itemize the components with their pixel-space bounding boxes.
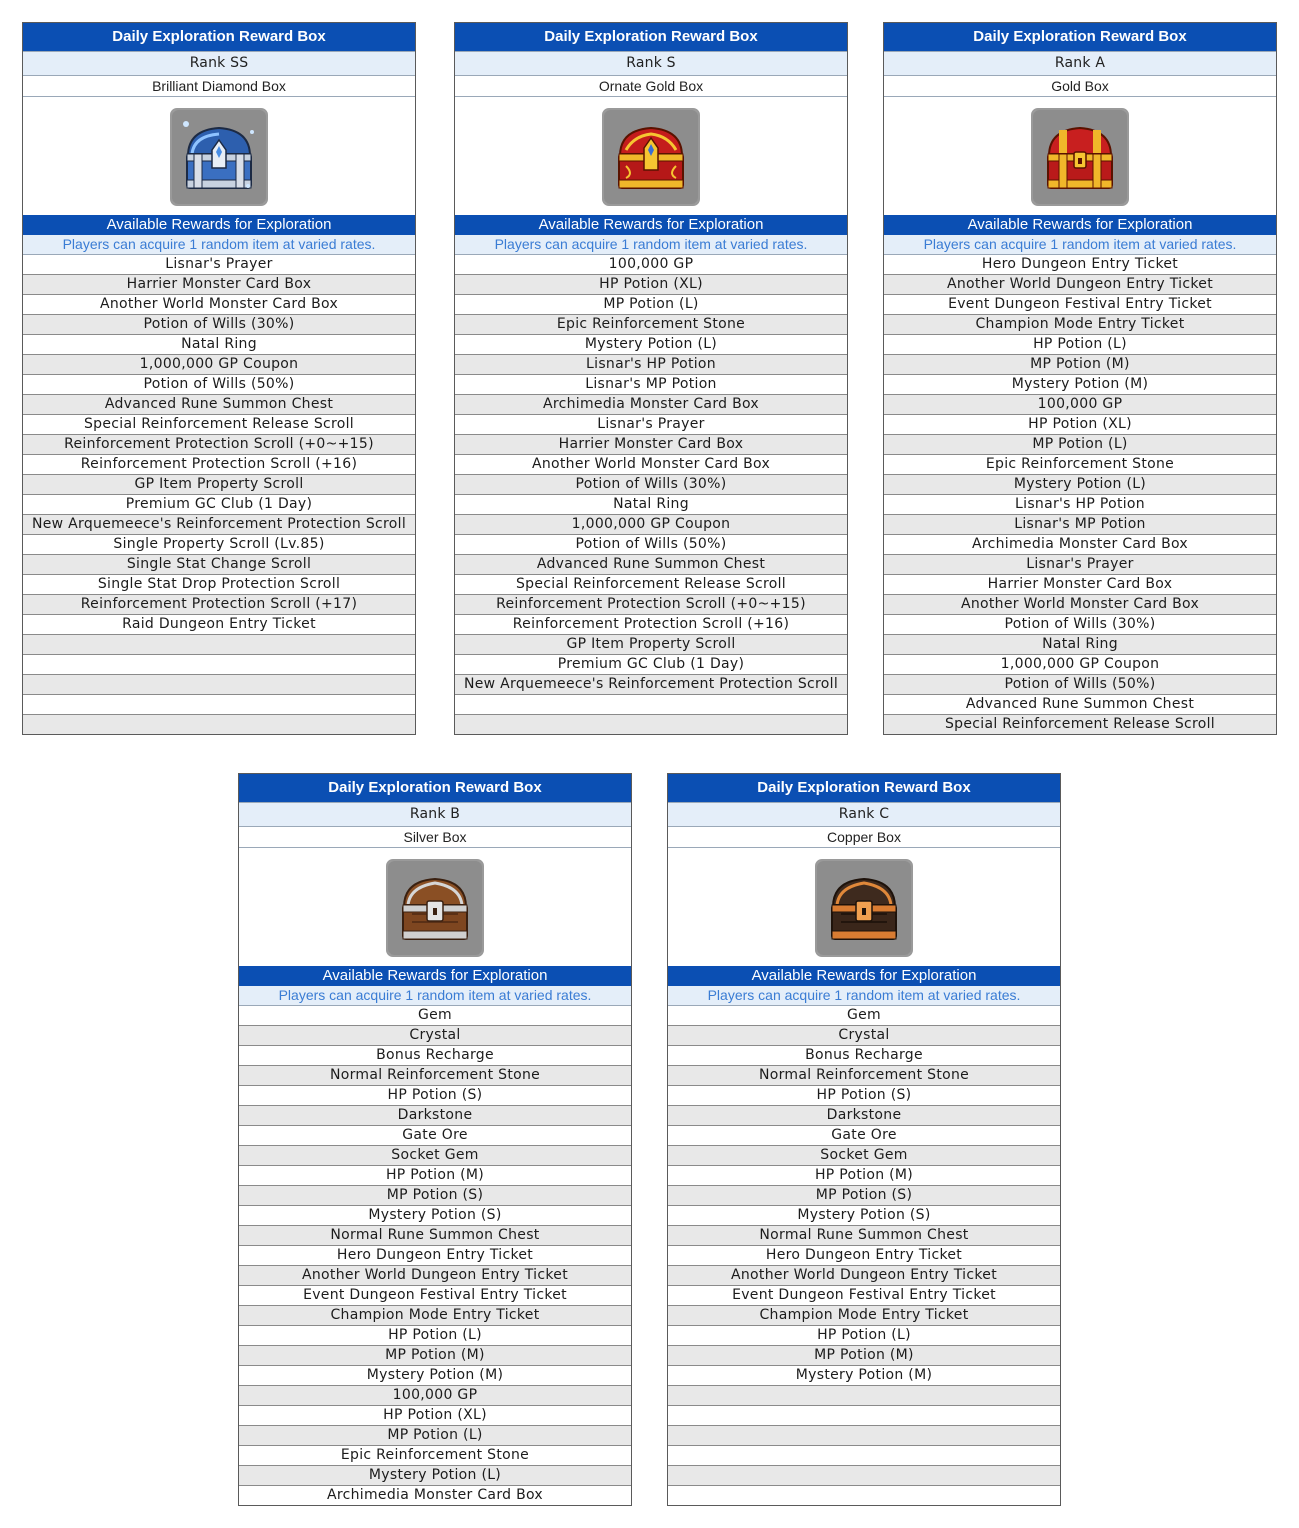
reward-item: Potion of Wills (30%) <box>884 615 1276 635</box>
reward-item: MP Potion (L) <box>239 1426 631 1446</box>
rewards-heading: Available Rewards for Exploration <box>668 966 1060 986</box>
reward-list <box>884 255 1276 734</box>
reward-item: Mystery Potion (M) <box>668 1366 1060 1386</box>
reward-item: Advanced Rune Summon Chest <box>884 695 1276 715</box>
rewards-note: Players can acquire 1 random item at varied rates. <box>884 235 1276 255</box>
card-title: Daily Exploration Reward Box <box>455 23 847 51</box>
reward-item: MP Potion (M) <box>239 1346 631 1366</box>
reward-item: Socket Gem <box>239 1146 631 1166</box>
reward-item: Harrier Monster Card Box <box>884 575 1276 595</box>
reward-card-rank-b <box>238 773 632 1506</box>
reward-item: Premium GC Club (1 Day) <box>23 495 415 515</box>
reward-item: Lisnar's HP Potion <box>455 355 847 375</box>
reward-item <box>23 635 415 655</box>
reward-item: Hero Dungeon Entry Ticket <box>239 1246 631 1266</box>
reward-item: Normal Reinforcement Stone <box>239 1066 631 1086</box>
reward-item: Premium GC Club (1 Day) <box>455 655 847 675</box>
reward-item: Archimedia Monster Card Box <box>455 395 847 415</box>
reward-list <box>239 1006 631 1505</box>
reward-item: Another World Monster Card Box <box>455 455 847 475</box>
reward-item: 100,000 GP <box>455 255 847 275</box>
reward-item: Lisnar's Prayer <box>23 255 415 275</box>
reward-item: Mystery Potion (L) <box>455 335 847 355</box>
reward-item: Reinforcement Protection Scroll (+16) <box>455 615 847 635</box>
reward-item <box>23 715 415 734</box>
reward-item: Raid Dungeon Entry Ticket <box>23 615 415 635</box>
rank-label: Rank A <box>884 51 1276 75</box>
reward-item: Another World Dungeon Entry Ticket <box>668 1266 1060 1286</box>
rewards-note: Players can acquire 1 random item at varied rates. <box>239 986 631 1006</box>
box-name: Brilliant Diamond Box <box>23 75 415 97</box>
reward-item: Single Property Scroll (Lv.85) <box>23 535 415 555</box>
reward-item: 100,000 GP <box>884 395 1276 415</box>
reward-item: GP Item Property Scroll <box>23 475 415 495</box>
reward-item: Socket Gem <box>668 1146 1060 1166</box>
reward-item: Harrier Monster Card Box <box>23 275 415 295</box>
reward-item: Lisnar's Prayer <box>455 415 847 435</box>
reward-item <box>668 1386 1060 1406</box>
reward-item: Normal Reinforcement Stone <box>668 1066 1060 1086</box>
diamond-chest-icon <box>170 108 268 206</box>
reward-item: Harrier Monster Card Box <box>455 435 847 455</box>
reward-item <box>23 675 415 695</box>
reward-item: Mystery Potion (S) <box>668 1206 1060 1226</box>
box-name: Gold Box <box>884 75 1276 97</box>
reward-item: Reinforcement Protection Scroll (+0~+15) <box>23 435 415 455</box>
reward-item: Another World Dungeon Entry Ticket <box>884 275 1276 295</box>
reward-item: Event Dungeon Festival Entry Ticket <box>239 1286 631 1306</box>
reward-item: Lisnar's MP Potion <box>455 375 847 395</box>
card-title: Daily Exploration Reward Box <box>884 23 1276 51</box>
reward-item: Epic Reinforcement Stone <box>239 1446 631 1466</box>
reward-item: Event Dungeon Festival Entry Ticket <box>884 295 1276 315</box>
reward-item: New Arquemeece's Reinforcement Protection Scroll <box>455 675 847 695</box>
reward-list <box>23 255 415 734</box>
reward-item: Gate Ore <box>668 1126 1060 1146</box>
reward-item: Single Stat Drop Protection Scroll <box>23 575 415 595</box>
rewards-note: Players can acquire 1 random item at varied rates. <box>23 235 415 255</box>
reward-item: 1,000,000 GP Coupon <box>455 515 847 535</box>
reward-item: Normal Rune Summon Chest <box>239 1226 631 1246</box>
reward-item: Hero Dungeon Entry Ticket <box>884 255 1276 275</box>
reward-item: Natal Ring <box>455 495 847 515</box>
reward-item: Lisnar's MP Potion <box>884 515 1276 535</box>
reward-item <box>668 1486 1060 1505</box>
reward-item: Gate Ore <box>239 1126 631 1146</box>
reward-item: HP Potion (XL) <box>884 415 1276 435</box>
reward-item: Natal Ring <box>884 635 1276 655</box>
reward-item <box>23 695 415 715</box>
reward-item: Advanced Rune Summon Chest <box>23 395 415 415</box>
reward-item: Single Stat Change Scroll <box>23 555 415 575</box>
rank-label: Rank B <box>239 802 631 826</box>
reward-item: Gem <box>239 1006 631 1026</box>
reward-item: Another World Monster Card Box <box>23 295 415 315</box>
reward-item: Mystery Potion (L) <box>239 1466 631 1486</box>
reward-item: Another World Dungeon Entry Ticket <box>239 1266 631 1286</box>
reward-item: Crystal <box>668 1026 1060 1046</box>
rank-label: Rank S <box>455 51 847 75</box>
rewards-note: Players can acquire 1 random item at varied rates. <box>455 235 847 255</box>
reward-item: HP Potion (M) <box>239 1166 631 1186</box>
rewards-heading: Available Rewards for Exploration <box>884 215 1276 235</box>
reward-item: Mystery Potion (L) <box>884 475 1276 495</box>
box-name: Copper Box <box>668 826 1060 848</box>
box-image-area <box>455 97 847 215</box>
reward-item <box>668 1466 1060 1486</box>
reward-item: Epic Reinforcement Stone <box>884 455 1276 475</box>
reward-item: HP Potion (S) <box>668 1086 1060 1106</box>
reward-item: Darkstone <box>239 1106 631 1126</box>
reward-item: Champion Mode Entry Ticket <box>239 1306 631 1326</box>
reward-item: Champion Mode Entry Ticket <box>668 1306 1060 1326</box>
card-title: Daily Exploration Reward Box <box>23 23 415 51</box>
reward-item: 1,000,000 GP Coupon <box>23 355 415 375</box>
box-image-area <box>23 97 415 215</box>
ornate-gold-chest-icon <box>602 108 700 206</box>
reward-item: HP Potion (XL) <box>239 1406 631 1426</box>
reward-card-rank-a <box>883 22 1277 735</box>
reward-item: Special Reinforcement Release Scroll <box>23 415 415 435</box>
reward-item: HP Potion (M) <box>668 1166 1060 1186</box>
reward-item: Special Reinforcement Release Scroll <box>455 575 847 595</box>
reward-item: Gem <box>668 1006 1060 1026</box>
box-image-area <box>668 848 1060 966</box>
reward-item: MP Potion (L) <box>455 295 847 315</box>
reward-item: HP Potion (L) <box>239 1326 631 1346</box>
reward-card-rank-ss <box>22 22 416 735</box>
reward-item: Normal Rune Summon Chest <box>668 1226 1060 1246</box>
box-image-area <box>884 97 1276 215</box>
rank-label: Rank SS <box>23 51 415 75</box>
reward-item: Bonus Recharge <box>239 1046 631 1066</box>
reward-item: Special Reinforcement Release Scroll <box>884 715 1276 734</box>
reward-item: Advanced Rune Summon Chest <box>455 555 847 575</box>
reward-item: 1,000,000 GP Coupon <box>884 655 1276 675</box>
reward-item: Reinforcement Protection Scroll (+16) <box>23 455 415 475</box>
reward-item: Potion of Wills (50%) <box>455 535 847 555</box>
reward-list <box>668 1006 1060 1505</box>
reward-item: Mystery Potion (S) <box>239 1206 631 1226</box>
reward-item: Epic Reinforcement Stone <box>455 315 847 335</box>
box-name: Silver Box <box>239 826 631 848</box>
reward-item: Crystal <box>239 1026 631 1046</box>
rewards-heading: Available Rewards for Exploration <box>23 215 415 235</box>
box-name: Ornate Gold Box <box>455 75 847 97</box>
reward-item: Hero Dungeon Entry Ticket <box>668 1246 1060 1266</box>
reward-item <box>455 695 847 715</box>
reward-item: Another World Monster Card Box <box>884 595 1276 615</box>
reward-item: New Arquemeece's Reinforcement Protection Scroll <box>23 515 415 535</box>
reward-item: HP Potion (S) <box>239 1086 631 1106</box>
reward-item: Reinforcement Protection Scroll (+0~+15) <box>455 595 847 615</box>
reward-item: GP Item Property Scroll <box>455 635 847 655</box>
rank-label: Rank C <box>668 802 1060 826</box>
reward-item: Potion of Wills (50%) <box>23 375 415 395</box>
reward-item <box>455 715 847 734</box>
reward-item: 100,000 GP <box>239 1386 631 1406</box>
reward-card-rank-c <box>667 773 1061 1506</box>
reward-item: Bonus Recharge <box>668 1046 1060 1066</box>
silver-chest-icon <box>386 859 484 957</box>
reward-item: Lisnar's Prayer <box>884 555 1276 575</box>
copper-chest-icon <box>815 859 913 957</box>
gold-chest-icon <box>1031 108 1129 206</box>
card-title: Daily Exploration Reward Box <box>668 774 1060 802</box>
reward-item: Potion of Wills (30%) <box>23 315 415 335</box>
reward-item: HP Potion (L) <box>668 1326 1060 1346</box>
rewards-heading: Available Rewards for Exploration <box>455 215 847 235</box>
reward-item: Event Dungeon Festival Entry Ticket <box>668 1286 1060 1306</box>
reward-item: Reinforcement Protection Scroll (+17) <box>23 595 415 615</box>
reward-item: Archimedia Monster Card Box <box>239 1486 631 1505</box>
reward-item: Mystery Potion (M) <box>884 375 1276 395</box>
box-image-area <box>239 848 631 966</box>
reward-item <box>23 655 415 675</box>
reward-item: MP Potion (M) <box>668 1346 1060 1366</box>
reward-item <box>668 1406 1060 1426</box>
reward-item: Archimedia Monster Card Box <box>884 535 1276 555</box>
reward-item: MP Potion (M) <box>884 355 1276 375</box>
reward-item: Champion Mode Entry Ticket <box>884 315 1276 335</box>
reward-item: HP Potion (XL) <box>455 275 847 295</box>
reward-item: MP Potion (S) <box>668 1186 1060 1206</box>
reward-list <box>455 255 847 734</box>
reward-item: MP Potion (L) <box>884 435 1276 455</box>
reward-item: HP Potion (L) <box>884 335 1276 355</box>
card-title: Daily Exploration Reward Box <box>239 774 631 802</box>
reward-item: Mystery Potion (M) <box>239 1366 631 1386</box>
reward-item: Potion of Wills (50%) <box>884 675 1276 695</box>
rewards-heading: Available Rewards for Exploration <box>239 966 631 986</box>
reward-item: MP Potion (S) <box>239 1186 631 1206</box>
reward-item <box>668 1446 1060 1466</box>
reward-item: Potion of Wills (30%) <box>455 475 847 495</box>
rewards-note: Players can acquire 1 random item at varied rates. <box>668 986 1060 1006</box>
reward-item: Lisnar's HP Potion <box>884 495 1276 515</box>
reward-item: Natal Ring <box>23 335 415 355</box>
reward-item <box>668 1426 1060 1446</box>
reward-item: Darkstone <box>668 1106 1060 1126</box>
reward-card-rank-s <box>454 22 848 735</box>
